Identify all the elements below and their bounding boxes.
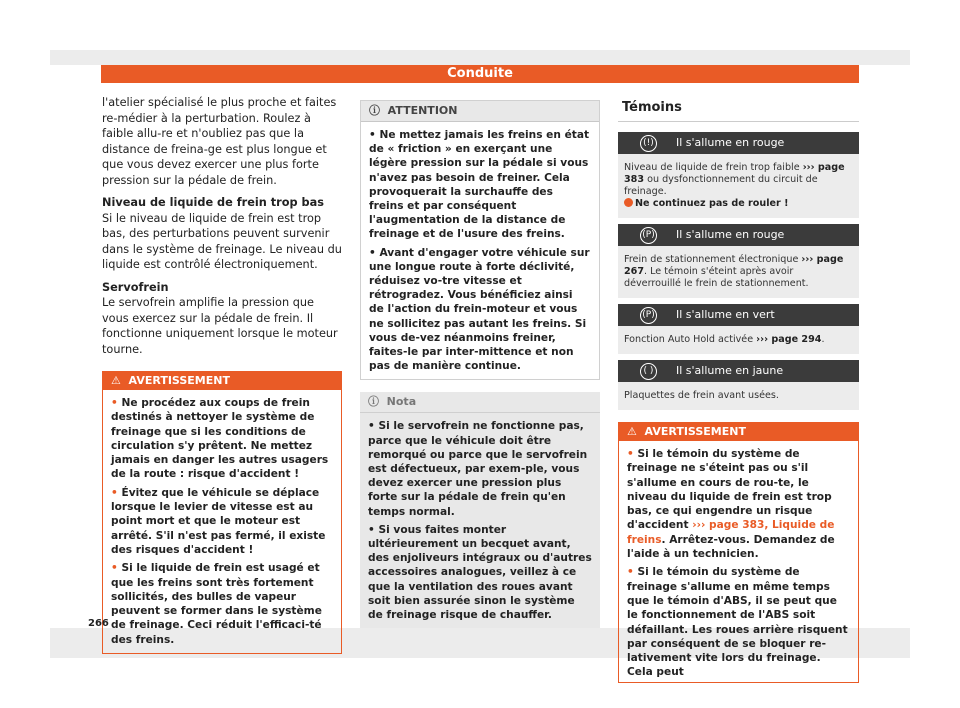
warning-light-row: (!) Il s'allume en rouge (618, 132, 859, 154)
temoins-title: Témoins (618, 95, 859, 122)
attention-header (361, 101, 599, 122)
note-info-icon: ⓘ (368, 395, 379, 409)
warning-item: • Évitez que le véhicule se déplace lorsque le levier de vitesse est au point mort et que le moteur est arrêté. S'il n'est pas fermé, il existe des risques d'accident ! (111, 486, 326, 556)
warning-item: • Si le témoin du système de freinage s'allume en même temps que le témoin d'ABS, il se peut que le fonctionnement de l'ABS soit défaillant. Les roues arrière risquent par conséquent de se bloquer re-lativement vite lors du freinage. Cela peut (627, 566, 848, 679)
column-3 (618, 95, 859, 683)
attention-box (360, 100, 600, 380)
warning-triangle-icon: ⚠ (111, 374, 121, 387)
note-box (360, 392, 600, 628)
warning-item: • Ne procédez aux coups de frein destinés à nettoyer le système de freinage que si les conditions de circulation s'y prêtent. Ne mettez jamais en danger les autres usagers de la route : risque d'accident ! (111, 397, 329, 481)
section-header: Conduite (101, 65, 859, 83)
page-link[interactable]: ››› page 383, Liquide de freins (627, 519, 835, 546)
note-body (360, 413, 600, 628)
heading-brake-fluid: Niveau de liquide de frein trop bas (102, 196, 324, 209)
warning-item: • Si le témoin du système de freinage ne s'éteint pas ou s'il s'allume en cours de rou-te, le niveau du liquide de frein est trop bas, ce qui engendre un risque d'accident ››› page 383, Liquide de freins. Arrêtez-vous. Demandez de l'aide à un technicien. (627, 448, 835, 561)
warning-title: AVERTISSEMENT (644, 425, 746, 438)
warning-light-row: ( ) Il s'allume en jaune (618, 360, 859, 382)
warning-light-row: (P) Il s'allume en rouge (618, 224, 859, 246)
warning-title: AVERTISSEMENT (128, 374, 230, 387)
note-title: Nota (386, 395, 417, 409)
attention-title: ATTENTION (387, 104, 458, 117)
heading-servofrein: Servofrein (102, 280, 169, 294)
warning-light-desc: Frein de stationnement électronique ››› page 267. Le témoin s'éteint après avoir déverrouillé le frein de stationnement. (618, 246, 859, 298)
intro-paragraph: l'atelier spécialisé le plus proche et faites re-médier à la perturbation. Roulez à faible allu-re et n'oubliez pas que la distance de freina-ge est plus longue et que vous devez exercer une plus forte pression sur la pédale de frein. (102, 96, 337, 187)
brake-pad-icon: ( ) (640, 363, 657, 380)
parking-brake-icon: (P) (640, 227, 657, 244)
servofrein-paragraph: Le servofrein amplifie la pression que vous exercez sur la pédale de frein. Il fonctionne uniquement lorsque le moteur tourne. (102, 296, 338, 356)
column-2 (360, 100, 600, 628)
brake-warning-icon: (!) (640, 135, 657, 152)
warning-header (103, 372, 341, 390)
auto-hold-icon: (P) (640, 307, 657, 324)
column-1 (102, 95, 342, 654)
page-number: 266 (88, 618, 109, 629)
warning-box-2 (618, 422, 859, 683)
stop-icon (624, 198, 633, 207)
brake-fluid-paragraph: Si le niveau de liquide de frein est trop bas, des perturbations peuvent survenir dans le système de freinage. Le niveau du liquide est contrôlé électroniquement. (102, 211, 342, 271)
attention-item: • Ne mettez jamais les freins en état de « friction » en exerçant une légère pression sur la pédale si vous n'avez pas besoin de freiner. Cela provoquerait la surchauffe des freins et par conséquent l'augmentation de la distance de freinage et de l'usure des freins. (369, 129, 590, 241)
attention-body (361, 122, 599, 379)
note-item: • Si vous faites monter ultérieurement un becquet avant, des enjoliveurs intégraux ou d'autres accessoires analogues, veillez à ce que la ventilation des roues avant soit bien assurée sinon le système de freinage risque de chauffer. (368, 523, 592, 622)
warning-body (619, 441, 858, 682)
note-header (360, 392, 600, 413)
warning-box (102, 371, 342, 654)
warning-body (103, 390, 341, 653)
warning-light-row: (P) Il s'allume en vert (618, 304, 859, 326)
warning-light-desc: Fonction Auto Hold activée ››› page 294. (618, 326, 859, 354)
warning-item: • Si le liquide de frein est usagé et que les freins sont très fortement sollicités, des bulles de vapeur peuvent se former dans le système de freinage. Ceci réduit l'efficaci-té des freins. (111, 562, 322, 646)
note-item: • Si le servofrein ne fonctionne pas, parce que le véhicule doit être remorqué ou parce que le servofrein est défectueux, par exem-ple, vous devez exercer une pression plus forte sur la pédale de frein qu'en temps normal. (368, 420, 588, 518)
page-link[interactable]: ››› page 267 (624, 254, 844, 277)
attention-item: • Avant d'engager votre véhicule sur une longue route à forte déclivité, réduisez vo-tre vitesse et rétrogradez. Vous bénéficiez ainsi de l'action du frein-moteur et vous ne sollicitez pas autant les freins. Si vous de-vez néanmoins freiner, faites-le par inter-mittence et non pas de manière continue. (369, 246, 590, 373)
warning-triangle-icon: ⚠ (627, 425, 637, 438)
page-link[interactable]: ››› page 294 (756, 334, 822, 345)
warning-header (619, 423, 858, 441)
info-circle-icon: ⓘ (369, 104, 380, 117)
warning-light-desc: Plaquettes de frein avant usées. (618, 382, 859, 410)
warning-light-desc: Niveau de liquide de frein trop faible ››› page 383 ou dysfonctionnement du circuit de freinage. Ne continuez pas de rouler ! (618, 154, 859, 218)
page-link[interactable]: ››› page 383 (624, 162, 845, 185)
